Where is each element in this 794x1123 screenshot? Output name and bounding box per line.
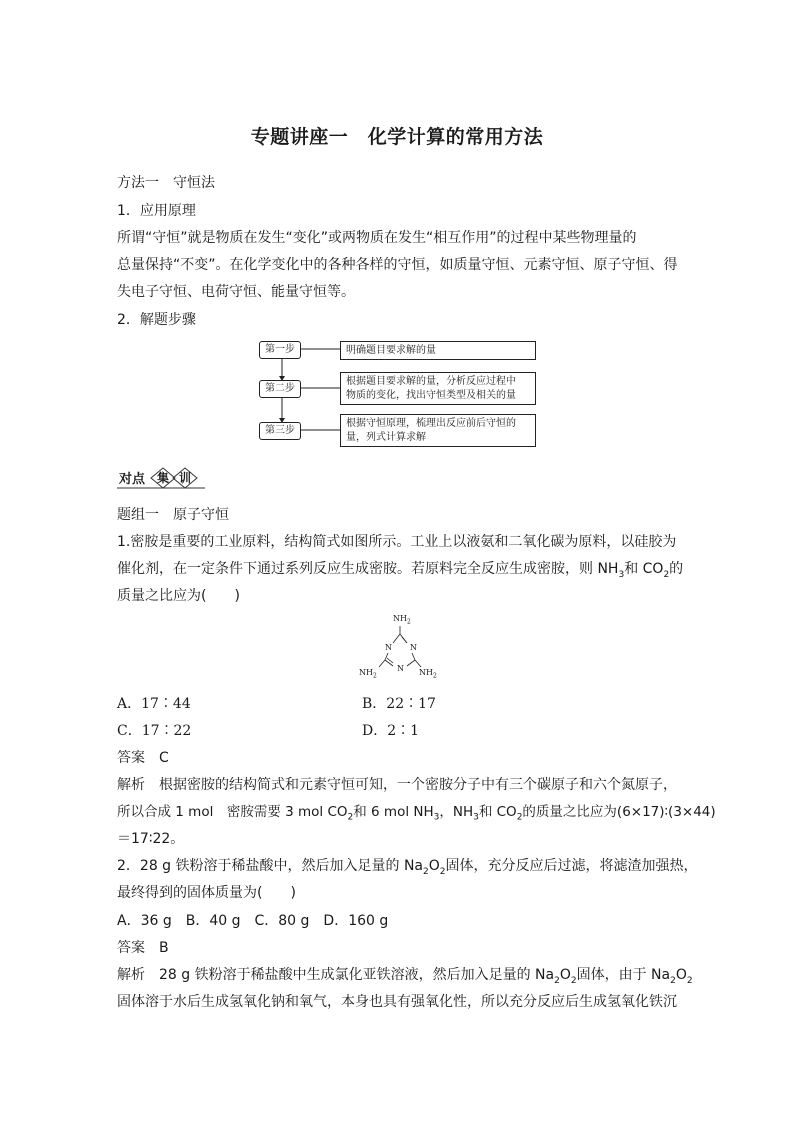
q1-line-2	[117, 559, 683, 585]
q1-analysis-text-1: 根据密胺的结构简式和元素守恒可知，一个密胺分子中有三个碳原子和六个氮原子，	[159, 777, 677, 793]
step-2-line-1: 根据题目要求解的量，分析反应过程中	[346, 376, 516, 387]
ring-n-bottom: N	[397, 664, 404, 673]
q1-analysis-label: 解析	[117, 777, 145, 793]
step-3-box: 第三步	[259, 422, 301, 440]
group-heading	[117, 505, 229, 525]
melamine-structure	[355, 610, 445, 685]
q1-line-2-b: 和 CO	[624, 561, 664, 577]
q2-answer-label: 答案	[117, 940, 145, 956]
principle-line-1: 所谓“守恒”就是物质在发生“变化”或两物质在发生“相互作用”的过程中某些物理量的	[117, 230, 637, 246]
nh2-left: $NH_2$	[359, 668, 377, 680]
q1-option-a: A．17∶44	[117, 696, 191, 712]
q1-answer	[117, 748, 169, 768]
q1-sub-3: 3	[618, 569, 625, 580]
q2-line-1: 2．28 g 铁粉溶于稀盐酸中，然后加入足量的 $Na_2O_2$固体，充分反应后过滤，将滤渣加强热，	[117, 858, 698, 877]
principle-line-3: 失电子守恒、电荷守恒、能量守恒等。	[117, 284, 355, 300]
step-3-line-1: 根据守恒原理，梳理出反应前后守恒的	[346, 418, 516, 429]
step-2-line-2: 物质的变化，找出守恒类型及相关的量	[346, 390, 516, 401]
group-name: 原子守恒	[173, 507, 229, 523]
principle-line-2: 总量保持“不变”。在化学变化中的各种各样的守恒，如质量守恒、元素守恒、原子守恒、得	[117, 257, 678, 273]
q2-analysis-line-1: 解析 28 g 铁粉溶于稀盐酸中生成氯化亚铁溶液，然后加入足量的 $Na_2O_2$固体，由于 $Na_2O_2$	[117, 967, 693, 986]
q2-options: A．36 g B．40 g C．80 g D．160 g	[117, 913, 389, 929]
method-name: 守恒法	[173, 175, 215, 191]
group-label: 题组一	[117, 507, 159, 523]
ring-n-right: N	[410, 643, 417, 652]
method-heading	[117, 173, 215, 193]
q1-option-c: C．17∶22	[117, 723, 192, 739]
step-1-box: 第一步	[259, 341, 301, 359]
practice-banner	[117, 466, 207, 490]
nh2-right: $NH_2$	[419, 668, 437, 680]
q2-analysis-line-2: 固体溶于水后生成氢氧化钠和氧气，本身也具有强氧化性，所以充分反应后生成氢氧化铁沉	[117, 994, 677, 1010]
method-label: 方法一	[117, 175, 159, 191]
banner-part-3: 训	[179, 471, 192, 485]
q1-analysis-line-3: ＝17∶22。	[117, 831, 185, 847]
q2-analysis-label: 解析	[117, 967, 145, 983]
ring-n-left: N	[385, 643, 392, 652]
q2-line-2: 最终得到的固体质量为( )	[117, 885, 296, 901]
q1-option-d: D．2∶1	[362, 723, 420, 739]
banner-part-2: 集	[157, 471, 170, 485]
page-title: 专题讲座一 化学计算的常用方法	[250, 126, 544, 148]
section-title-steps: 2．解题步骤	[117, 312, 196, 328]
q1-line-2-c: 的	[669, 561, 684, 577]
q1-sub-2: 2	[663, 569, 670, 580]
q1-analysis-line-1	[117, 775, 677, 795]
step-2-content	[340, 372, 536, 405]
q1-answer-label: 答案	[117, 750, 145, 766]
q1-option-b: B．22∶17	[362, 696, 436, 712]
q1-line-1: 1.密胺是重要的工业原料，结构简式如图所示。工业上以液氨和二氧化碳为原料，以硅胶为	[117, 534, 677, 550]
q2-answer	[117, 938, 169, 958]
step-3-content	[340, 414, 536, 447]
banner-part-1: 对点	[119, 472, 146, 487]
step-1-content: 明确题目要求解的量	[340, 341, 536, 360]
section-title-principle: 1．应用原理	[117, 203, 196, 219]
q1-line-2-a: 催化剂，在一定条件下通过系列反应生成密胺。若原料完全反应生成密胺，则 NH	[117, 561, 619, 577]
q1-answer-value: C	[159, 750, 169, 766]
q1-analysis-line-2: 所以合成 1 mol 密胺需要 3 mol $CO_2$和 6 mol $NH_3$，$NH_3$和 $CO_2$的质量之比应为(6×17)∶(3×44)	[117, 804, 716, 823]
nh2-top: $NH_2$	[393, 614, 411, 626]
step-3-line-2: 量，列式计算求解	[346, 432, 426, 443]
step-2-box: 第二步	[259, 380, 301, 398]
q2-answer-value: B	[159, 940, 169, 956]
q1-line-3: 质量之比应为( )	[117, 588, 240, 604]
